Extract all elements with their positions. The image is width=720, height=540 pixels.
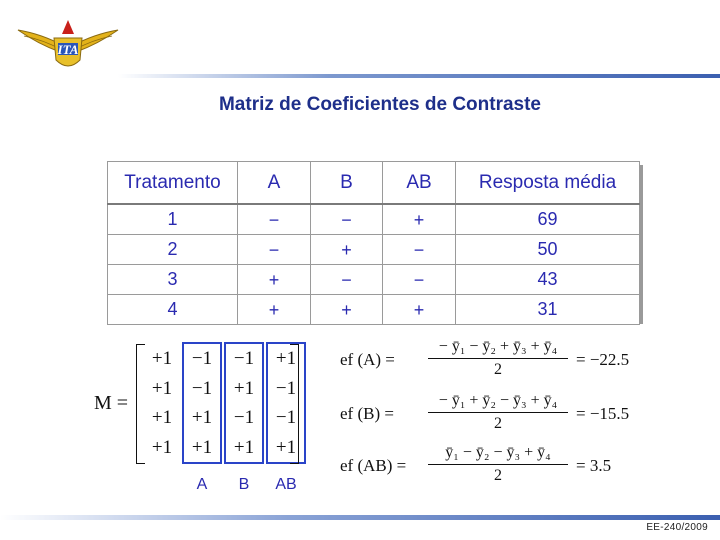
table-header-row	[108, 162, 640, 205]
matrix-cell: −1	[275, 407, 297, 428]
matrix-cell: +1	[151, 407, 173, 428]
ita-logo	[14, 16, 122, 74]
cell-ab: +	[383, 204, 456, 235]
equation-fraction	[428, 392, 568, 433]
table-row	[108, 295, 640, 325]
matrix-column-b	[224, 342, 264, 464]
matrix-cell: −1	[275, 377, 297, 399]
column-label-a: A	[196, 476, 208, 493]
cell-tratamento: 2	[108, 235, 238, 265]
matrix-cell: −1	[233, 407, 255, 428]
equation-result: = 3.5	[576, 456, 612, 475]
table-row	[108, 265, 640, 295]
header-resposta-media: Resposta média	[456, 162, 640, 205]
cell-a: −	[238, 235, 311, 265]
contrast-matrix	[92, 340, 322, 500]
cell-resposta: 69	[456, 204, 640, 235]
cell-b: −	[311, 204, 383, 235]
header-tratamento: Tratamento	[108, 162, 238, 205]
equation-effect-a	[340, 338, 660, 388]
equation-fraction	[428, 444, 568, 485]
cell-ab: −	[383, 235, 456, 265]
cell-a: −	[238, 204, 311, 235]
matrix-cell: +1	[275, 348, 297, 369]
matrix-cell: +1	[151, 436, 173, 458]
footer-accent-bar	[0, 515, 720, 520]
cell-b: −	[311, 265, 383, 295]
equation-result: = −22.5	[576, 350, 630, 369]
equation-numerator: − ȳ₁ + ȳ₂ − ȳ₃ + ȳ₄	[428, 392, 568, 413]
matrix-cell: +1	[233, 436, 255, 458]
matrix-column-identity	[142, 344, 182, 462]
header-b: B	[311, 162, 383, 205]
equation-numerator: − ȳ₁ − ȳ₂ + ȳ₃ + ȳ₄	[428, 338, 568, 359]
cell-resposta: 50	[456, 235, 640, 265]
table-row	[108, 204, 640, 235]
matrix-label: M =	[94, 392, 129, 414]
equation-lhs: ef (AB) =	[340, 456, 407, 475]
matrix-cell: +1	[151, 348, 173, 369]
matrix-cell: −1	[191, 377, 213, 399]
matrix-cell: +1	[275, 436, 297, 458]
column-label-ab: AB	[275, 476, 297, 493]
matrix-cell: +1	[151, 377, 173, 399]
cell-resposta: 43	[456, 265, 640, 295]
cell-tratamento: 3	[108, 265, 238, 295]
cell-ab: +	[383, 295, 456, 325]
equation-numerator: ȳ₁ − ȳ₂ − ȳ₃ + ȳ₄	[428, 444, 568, 465]
matrix-column-a	[182, 342, 222, 464]
footer-course-code: EE-240/2009	[646, 522, 708, 533]
matrix-cell: −1	[191, 348, 213, 369]
equation-denominator: 2	[494, 467, 502, 484]
cell-tratamento: 1	[108, 204, 238, 235]
column-label-b: B	[238, 476, 250, 493]
matrix-right-bracket	[290, 344, 299, 464]
header-ab: AB	[383, 162, 456, 205]
equation-fraction	[428, 338, 568, 379]
cell-a: +	[238, 265, 311, 295]
cell-resposta: 31	[456, 295, 640, 325]
cell-ab: −	[383, 265, 456, 295]
equation-denominator: 2	[494, 361, 502, 378]
equation-denominator: 2	[494, 415, 502, 432]
equation-lhs: ef (B) =	[340, 404, 394, 423]
header-accent-bar	[118, 74, 720, 78]
cell-a: +	[238, 295, 311, 325]
cell-tratamento: 4	[108, 295, 238, 325]
equation-effect-b	[340, 392, 660, 442]
equation-effect-ab	[340, 444, 660, 494]
equation-lhs: ef (A) =	[340, 350, 395, 369]
cell-b: +	[311, 235, 383, 265]
header-a: A	[238, 162, 311, 205]
equation-result: = −15.5	[576, 404, 630, 423]
matrix-cell: +1	[191, 436, 213, 458]
matrix-cell: +1	[191, 407, 213, 428]
matrix-column-ab	[266, 342, 306, 464]
matrix-cell: −1	[233, 348, 255, 369]
matrix-cell: +1	[233, 377, 255, 399]
slide-title: Matriz de Coeficientes de Contraste	[218, 94, 542, 115]
contrast-table	[107, 161, 640, 325]
table-row	[108, 235, 640, 265]
svg-text:ITA: ITA	[57, 42, 79, 57]
cell-b: +	[311, 295, 383, 325]
